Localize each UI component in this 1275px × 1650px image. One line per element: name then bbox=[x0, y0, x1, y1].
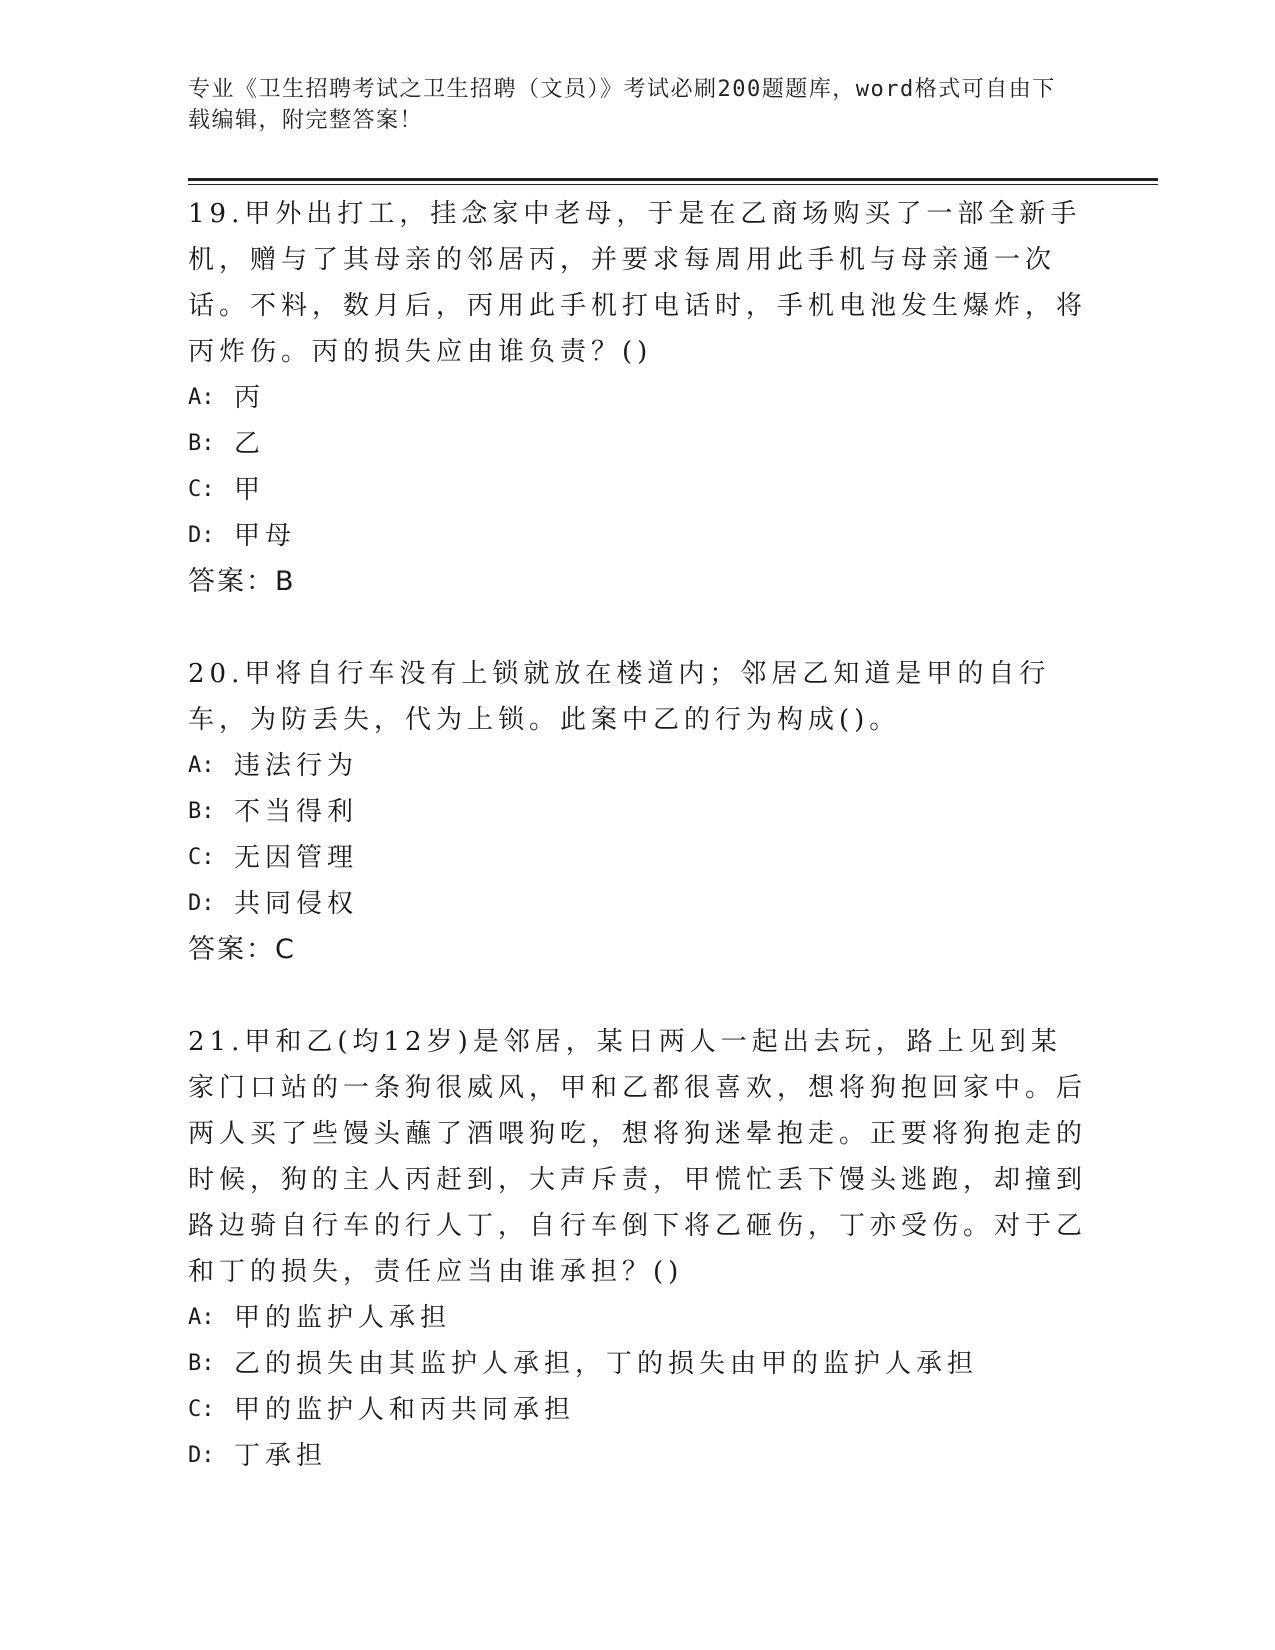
question-19 bbox=[188, 191, 1088, 605]
option-c bbox=[188, 835, 1088, 881]
option-text: 丁承担 bbox=[234, 1441, 328, 1471]
option-label: C: bbox=[188, 1397, 215, 1422]
option-c bbox=[188, 1387, 1088, 1433]
option-label: D: bbox=[188, 523, 215, 548]
option-d bbox=[188, 881, 1088, 927]
option-label: D: bbox=[188, 1443, 215, 1468]
option-text: 丙 bbox=[234, 383, 266, 413]
option-label: B: bbox=[188, 799, 215, 824]
document-header: 专业《卫生招聘考试之卫生招聘（文员）》考试必刷200题题库，word格式可自由下载编辑，附完整答案！ bbox=[188, 77, 1056, 133]
option-label: A: bbox=[188, 1305, 215, 1330]
question-21 bbox=[188, 1019, 1088, 1479]
option-text: 甲母 bbox=[234, 521, 297, 551]
option-b bbox=[188, 789, 1088, 835]
option-text: 甲的监护人承担 bbox=[234, 1303, 452, 1333]
option-label: C: bbox=[188, 845, 215, 870]
option-text: 违法行为 bbox=[234, 751, 359, 781]
question-stem: 19.甲外出打工，挂念家中老母，于是在乙商场购买了一部全新手机，赠与了其母亲的邻居丙，并要求每周用此手机与母亲通一次话。不料，数月后，丙用此手机打电话时，手机电池发生爆炸，将丙炸伤。丙的损失应由谁负责？() bbox=[188, 199, 1088, 367]
option-text: 甲的监护人和丙共同承担 bbox=[234, 1395, 576, 1425]
option-text: 共同侵权 bbox=[234, 889, 359, 919]
option-text: 乙的损失由其监护人承担，丁的损失由甲的监护人承担 bbox=[234, 1349, 979, 1379]
answer-line: 答案：C bbox=[188, 934, 296, 965]
option-b bbox=[188, 421, 1088, 467]
option-text: 甲 bbox=[234, 475, 266, 505]
option-b bbox=[188, 1341, 1088, 1387]
option-text: 乙 bbox=[234, 429, 266, 459]
option-label: A: bbox=[188, 385, 215, 410]
question-stem: 20.甲将自行车没有上锁就放在楼道内；邻居乙知道是甲的自行车，为防丢失，代为上锁。此案中乙的行为构成()。 bbox=[188, 659, 1051, 735]
question-stem: 21.甲和乙(均12岁)是邻居，某日两人一起出去玩，路上见到某家门口站的一条狗很威风，甲和乙都很喜欢，想将狗抱回家中。后两人买了些馒头蘸了酒喂狗吃，想将狗迷晕抱走。正要将狗抱走的时候，狗的主人丙赶到，大声斥责，甲慌忙丢下馒头逃跑，却撞到路边骑自行车的行人丁，自行车倒下将乙砸伤，丁亦受伤。对于乙和丁的损失，责任应当由谁承担？() bbox=[188, 1027, 1088, 1287]
option-a bbox=[188, 375, 1088, 421]
option-d bbox=[188, 513, 1088, 559]
option-label: B: bbox=[188, 431, 215, 456]
option-label: D: bbox=[188, 891, 215, 916]
header-divider-thick bbox=[188, 178, 1158, 181]
option-c bbox=[188, 467, 1088, 513]
option-text: 不当得利 bbox=[234, 797, 359, 827]
header-divider-thin bbox=[188, 184, 1158, 185]
question-20 bbox=[188, 651, 1088, 973]
option-label: B: bbox=[188, 1351, 215, 1376]
question-list bbox=[188, 191, 1088, 1525]
option-d bbox=[188, 1433, 1088, 1479]
option-text: 无因管理 bbox=[234, 843, 359, 873]
option-label: C: bbox=[188, 477, 215, 502]
option-label: A: bbox=[188, 753, 215, 778]
answer-line: 答案：B bbox=[188, 566, 296, 597]
option-a bbox=[188, 1295, 1088, 1341]
option-a bbox=[188, 743, 1088, 789]
